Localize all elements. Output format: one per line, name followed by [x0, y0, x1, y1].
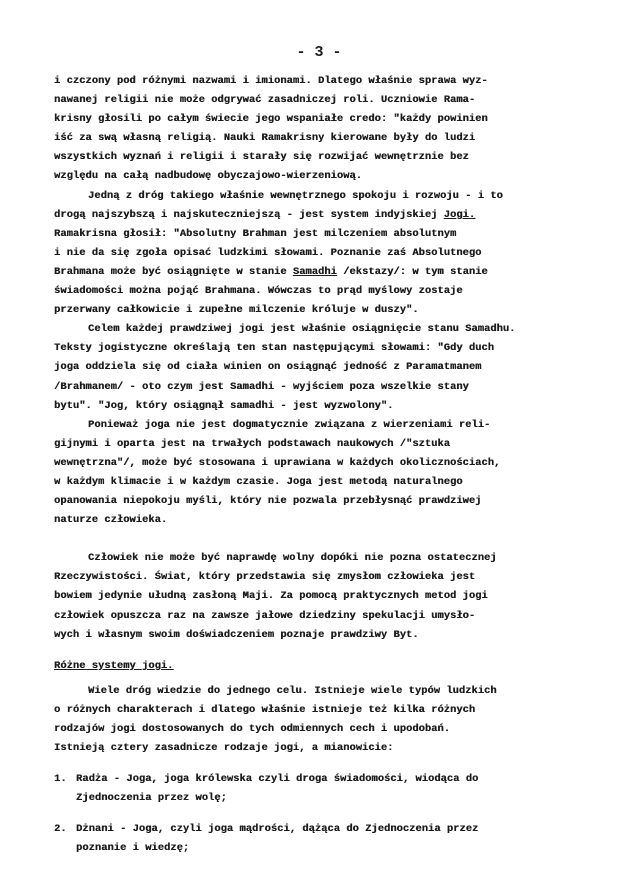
- text-line: bowiem jedynie ułudną zasłoną Maji. Za pomocą praktycznych metod jogi: [54, 590, 488, 603]
- text-line: Wiele dróg wiedzie do jednego celu. Istnieje wiele typów ludzkich: [88, 684, 497, 697]
- paragraph: [54, 682, 594, 758]
- text-line: Radża - Joga, joga królewska czyli droga świadomości, wiodąca do: [76, 773, 479, 786]
- text-line: Ponieważ joga nie jest dogmatycznie związana z wierzeniami reli-: [88, 418, 491, 431]
- list-item: [54, 820, 594, 858]
- document-body: [54, 72, 594, 859]
- text-line: Dżnani - Joga, czyli joga mądrości, dążąca do Zjednoczenia przez: [76, 823, 479, 836]
- text-line: Brahmana może być osiągnięte w stanie Samadhi /ekstazy/: w tym stanie: [54, 265, 488, 278]
- list-item-number: 2.: [54, 823, 67, 836]
- text-line: poznanie i wiedzę;: [76, 842, 190, 855]
- list-item-number: 1.: [54, 773, 67, 786]
- section-heading: Różne systemy jogi.: [54, 659, 174, 672]
- text-line: iść za swą własną religią. Nauki Ramakrisny kierowane były do ludzi: [54, 132, 476, 145]
- text-line: Istnieją cztery zasadnicze rodzaje jogi, a mianowicie:: [54, 742, 394, 755]
- list-item: [54, 770, 594, 808]
- text-line: Ramakrisna głosił: "Absolutny Brahman jest milczeniem absolutnym: [54, 227, 457, 240]
- text-line: wewnętrzna"/, może być stosowana i uprawiana w każdych okolicznościach,: [54, 456, 501, 469]
- paragraph: [54, 549, 594, 644]
- paragraph: [54, 416, 594, 531]
- paragraph: [54, 320, 594, 415]
- paragraph: [54, 187, 594, 321]
- text-line: Jedną z dróg takiego właśnie wewnętrznego spokoju i rozwoju - i to: [88, 189, 503, 202]
- text-line: drogą najszybszą i najskuteczniejszą - jest system indyjskiej Jogi.: [54, 208, 476, 221]
- text-line: /Brahmanem/ - oto czym jest Samadhi - wyjściem poza wszelkie stany: [54, 380, 469, 393]
- underlined-term: Samadhi: [292, 265, 337, 278]
- text-line: Rzeczywistości. Świat, który przedstawia się zmysłom człowieka jest: [54, 571, 476, 584]
- page-number: - 3 -: [296, 44, 342, 61]
- text-line: o różnych charakterach i dlatego właśnie istnieje też kilka różnych: [54, 703, 476, 716]
- text-line: rodzajów jogi dostosowanych do tych odmiennych cech i upodobań.: [54, 723, 450, 735]
- text-line: i nie da się zgoła opisać ludzkimi słowami. Poznanie zaś Absolutnego: [54, 246, 482, 259]
- text-line: Teksty jogistyczne określają ten stan następującymi słowami: "Gdy duch: [54, 342, 494, 355]
- text-line: joga oddziela się od ciała winien on osiągnąć jedność z Paramatmanem: [54, 361, 482, 374]
- text-line: naturze człowieka.: [54, 514, 168, 527]
- text-line: wych i własnym swoim doświadczeniem poznaje prawdziwy Byt.: [54, 628, 419, 641]
- text-line: świadomości można pojąć Brahmana. Wówczas to prąd myślowy zostaje: [54, 285, 463, 298]
- text-line: w każdym klimacie i w każdym czasie. Joga jest metodą naturalnego: [54, 475, 463, 488]
- underlined-term: Jogi.: [443, 208, 476, 221]
- text-line: opanowania niepokoju myśli, który nie pozwala przebłysnąć prawdziwej: [54, 495, 482, 508]
- text-line: nawanej religii nie może odgrywać zasadniczej roli. Uczniowie Rama-: [54, 94, 476, 107]
- text-line: i czczony pod różnymi nazwami i imionami. Dlatego właśnie sprawa wyz-: [54, 75, 488, 87]
- text-line: gijnymi i oparta jest na trwałych podstawach naukowych /"sztuka: [54, 437, 450, 450]
- text-line: Człowiek nie może być naprawdę wolny dopóki nie pozna ostatecznej: [88, 552, 497, 565]
- paragraph: [54, 72, 594, 187]
- text-line: bytu". "Jog, który osiągnął samadhi - jest wyzwolony".: [54, 399, 394, 412]
- text-line: krisny głosili po całym świecie jego wspaniałe credo: "każdy powinien: [54, 113, 488, 126]
- text-line: człowiek opuszcza raz na zawsze jałowe dziedziny spekulacji umysło-: [54, 609, 476, 622]
- text-line: przerwany całkowicie i zupełne milczenie króluje w duszy".: [54, 304, 419, 317]
- text-line: Zjednoczenia przez wolę;: [76, 792, 227, 805]
- text-line: względu na całą nadbudowę obyczajowo-wierzeniową.: [54, 170, 362, 183]
- text-line: wszystkich wyznań i religii i starały się rozwijać wewnętrznie bez: [54, 151, 469, 164]
- text-line: Celem każdej prawdziwej jogi jest właśnie osiągnięcie stanu Samadhu.: [88, 323, 516, 336]
